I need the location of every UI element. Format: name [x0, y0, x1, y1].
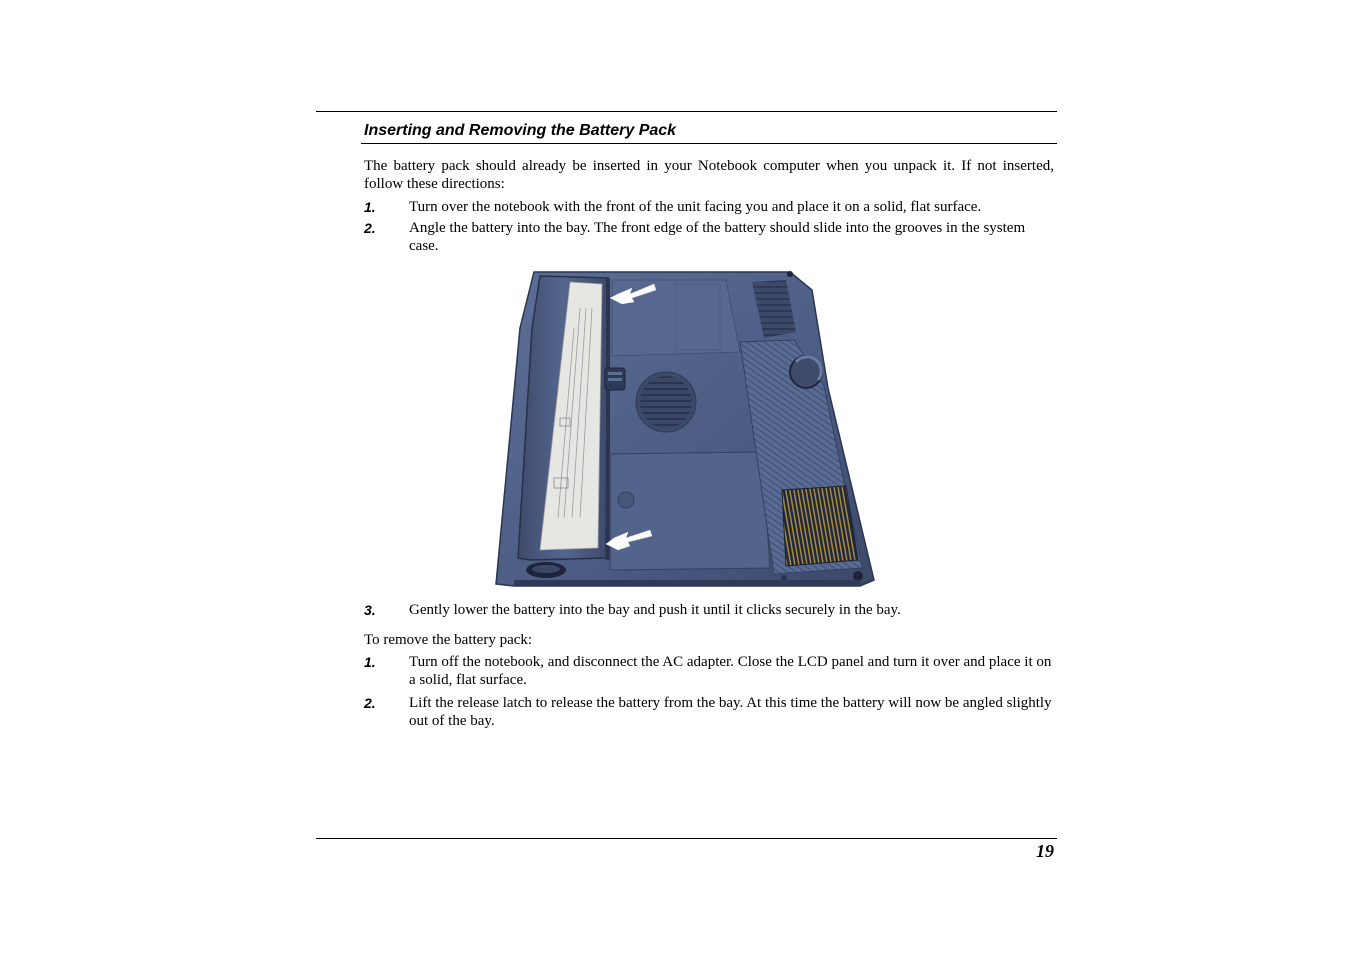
remove-step-1	[364, 653, 1054, 689]
step-number: 3.	[364, 602, 376, 618]
step-text: Angle the battery into the bay. The front edge of the battery should slide into the grooves in the system case.	[409, 220, 1026, 254]
intro-paragraph: The battery pack should already be inserted in your Notebook computer when you unpack it. If not inserted, follow these directions:	[364, 158, 1054, 192]
step-number: 2.	[364, 220, 376, 236]
insert-step-1	[364, 198, 1054, 216]
step-number: 1.	[364, 199, 376, 215]
step-text: Turn over the notebook with the front of the unit facing you and place it on a solid, flat surface.	[409, 199, 982, 215]
step-number: 2.	[364, 695, 376, 711]
step-text: Lift the release latch to release the battery from the bay. At this time the battery will now be angled slightly out of the bay.	[409, 695, 1052, 729]
notebook-underside-photo	[494, 268, 876, 588]
top-rule	[316, 111, 1057, 112]
insert-step-2	[364, 219, 1054, 255]
step-number: 1.	[364, 654, 376, 670]
insert-step-3	[364, 601, 1054, 619]
remove-step-2	[364, 694, 1054, 730]
step-text: Turn off the notebook, and disconnect the AC adapter. Close the LCD panel and turn it over and place it on a solid, flat surface.	[409, 654, 1052, 688]
notebook-underside-illustration	[494, 268, 876, 588]
page-number: 19	[1036, 841, 1054, 861]
bottom-rule	[316, 838, 1057, 839]
section-heading: Inserting and Removing the Battery Pack	[364, 122, 677, 139]
step-text: Gently lower the battery into the bay and push it until it clicks securely in the bay.	[409, 602, 901, 618]
remove-intro: To remove the battery pack:	[364, 632, 533, 648]
heading-underline	[361, 143, 1057, 144]
